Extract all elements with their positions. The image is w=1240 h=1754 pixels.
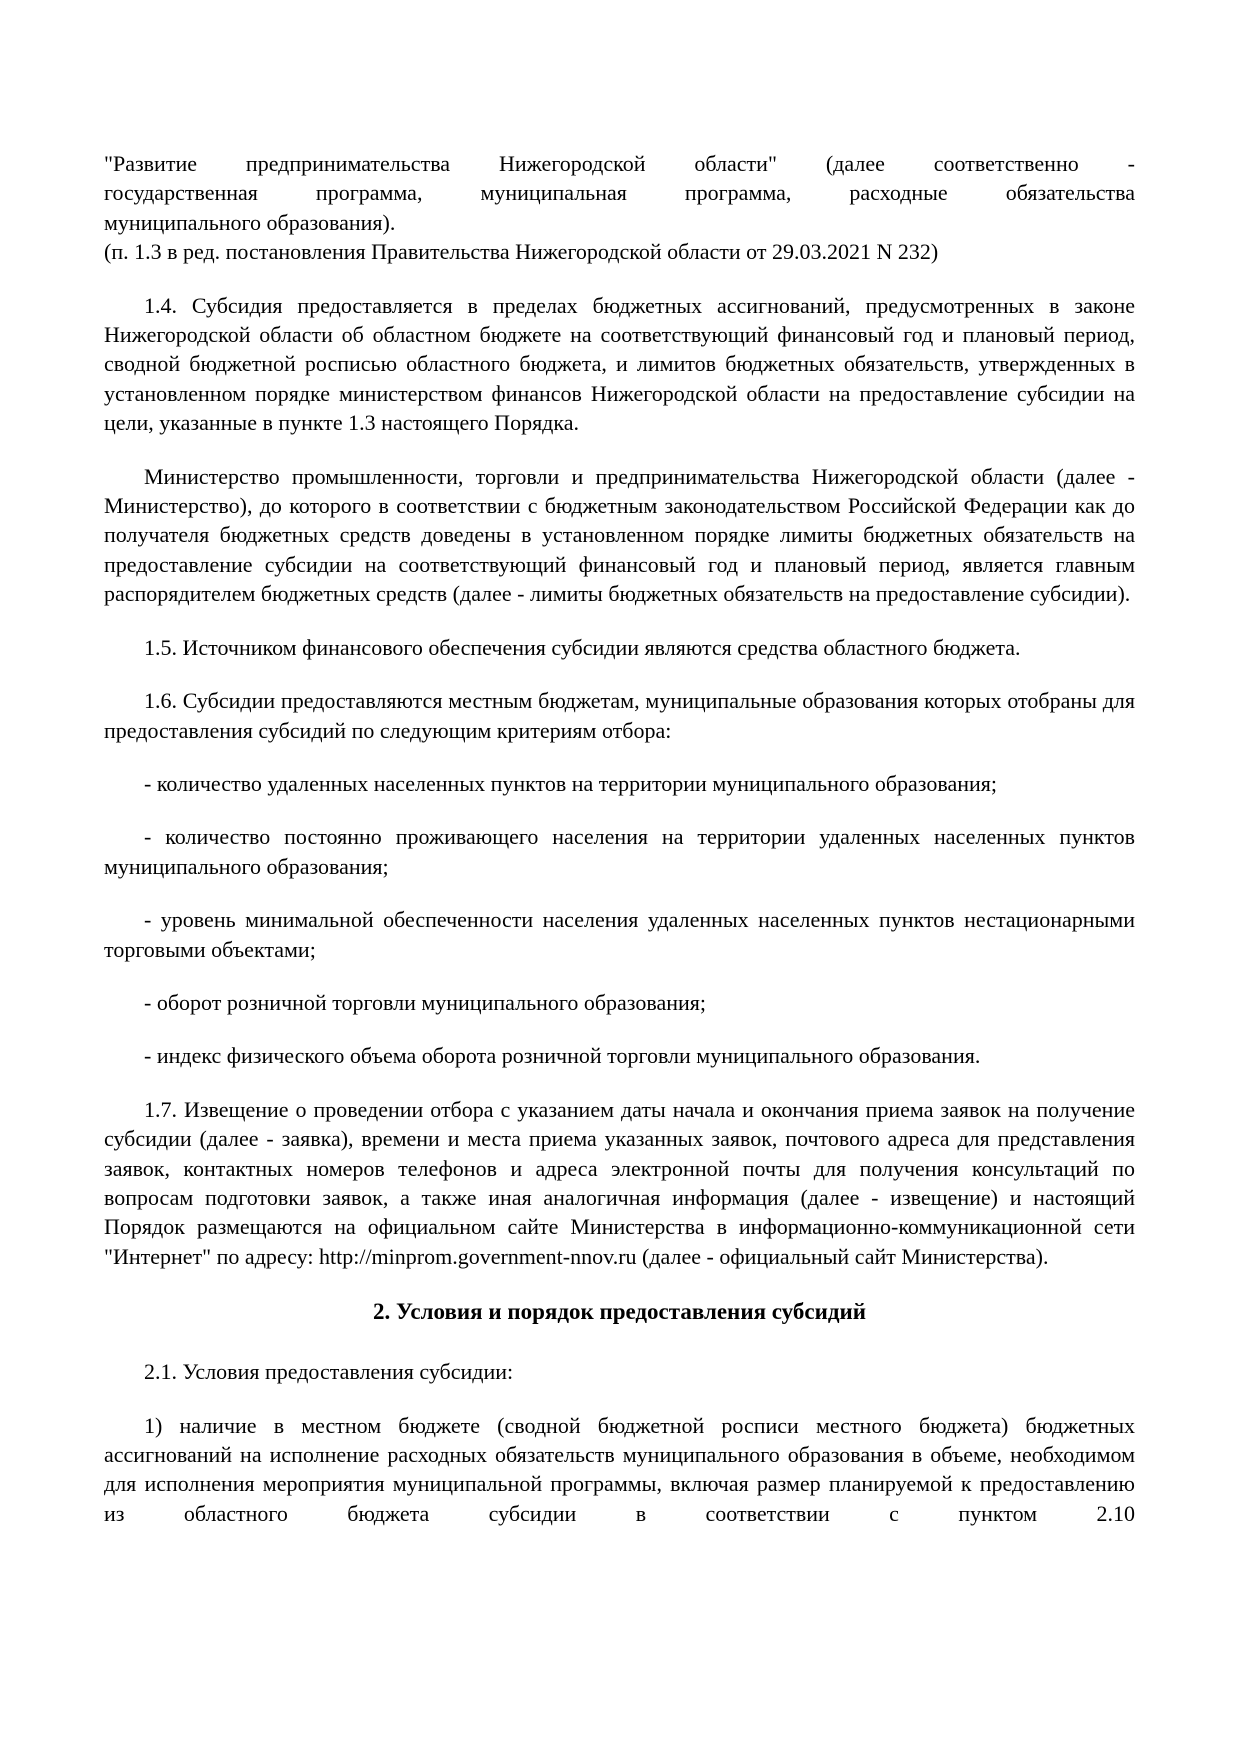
paragraph-ministry-definition: Министерство промышленности, торговли и предпринимательства Нижегородской области (далее - Министерство), до которого в соответствии с бюджетным законодательством Российской Федерации как до получателя бюджетных средств доведены в установленном порядке лимиты бюджетных обязательств на предоставление субсидии на соответствующий финансовый год и плановый период, является главным распорядителем бюджетных средств (далее - лимиты бюджетных обязательств на предоставление субсидии). [104,463,1135,607]
paragraph-condition-1: 1) наличие в местном бюджете (сводной бюджетной росписи местного бюджета) бюджетных ассигнований на исполнение расходных обязательств муниципального образования в объеме, необходимом для исполнения мероприятия муниципальной программы, включая размер планируемой к предоставлению из областного бюджета субсидии в соответствии с пунктом 2.10 [104,1412,1135,1526]
criteria-item-3: - уровень минимальной обеспеченности населения удаленных населенных пунктов нестационарными торговыми объектами; [104,907,1135,962]
text-line: государственная программа, муниципальная программа, расходные обязательства [104,180,1135,206]
paragraph-program-definition [104,149,1135,237]
amendment-note: (п. 1.3 в ред. постановления Правительства Нижегородской области от 29.03.2021 N 232) [104,239,939,265]
paragraph-1-7: 1.7. Извещение о проведении отбора с указанием даты начала и окончания приема заявок на получение субсидии (далее - заявка), времени и места приема указанных заявок, почтового адреса для представления заявок, контактных номеров телефонов и адреса электронной почты для получения консультаций по вопросам подготовки заявок, а также иная аналогичная информация (далее - извещение) и настоящий Порядок размещаются на официальном сайте Министерства в информационно-коммуникационной сети "Интернет" по адресу: http://minprom.government-nnov.ru (далее - официальный сайт Министерства). [104,1096,1135,1269]
paragraph-1-5: 1.5. Источником финансового обеспечения субсидии являются средства областного бюджета. [144,634,1021,660]
paragraph-1-4: 1.4. Субсидия предоставляется в пределах бюджетных ассигнований, предусмотренных в законе Нижегородской области об областном бюджете на соответствующий финансовый год и плановый период, сводной бюджетной росписью областного бюджета, и лимитов бюджетных обязательств, утвержденных в установленном порядке министерством финансов Нижегородской области на предоставление субсидии на цели, указанные в пункте 1.3 настоящего Порядка. [104,292,1135,436]
paragraph-2-1: 2.1. Условия предоставления субсидии: [144,1359,514,1385]
criteria-item-5: - индекс физического объема оборота розничной торговли муниципального образования. [144,1043,981,1069]
criteria-item-2: - количество постоянно проживающего населения на территории удаленных населенных пунктов муниципального образования; [104,824,1135,879]
text-line: "Развитие предпринимательства Нижегородской области" (далее соответственно - [104,151,1135,176]
paragraph-1-6: 1.6. Субсидии предоставляются местным бюджетам, муниципальные образования которых отобраны для предоставления субсидий по следующим критериям отбора: [104,688,1135,743]
section-heading-2: 2. Условия и порядок предоставления субсидий [373,1299,866,1325]
text-line: муниципального образования). [104,209,396,235]
criteria-item-1: - количество удаленных населенных пунктов на территории муниципального образования; [144,770,997,796]
criteria-item-4: - оборот розничной торговли муниципального образования; [144,989,707,1015]
